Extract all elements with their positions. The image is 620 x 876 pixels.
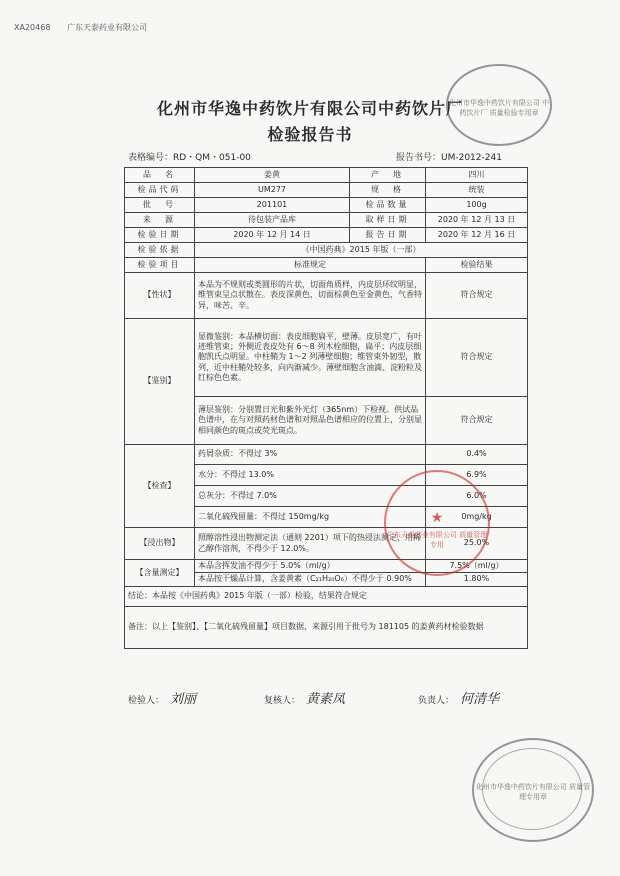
inspector-label: 检验人： xyxy=(128,696,165,706)
cell-label-source: 来 源 xyxy=(125,213,195,228)
cell-test-date: 2020 年 12 月 14 日 xyxy=(195,228,350,243)
cell-origin: 四川 xyxy=(426,168,528,183)
cell-label-qty: 检品数量 xyxy=(350,198,426,213)
standard-jianbie-micro: 显微鉴别：本品横切面：表皮细胞扁平，壁薄。皮层宽广，有叶迹维管束；外侧近表皮处有 6～8 列木栓细胞，扁平；内皮层细胞凯氏点明显。中柱鞘为 1～2 列薄壁细胞；维管束外韧型，散列，近中柱鞘处较多，向内渐减少。薄壁细胞含油滴、淀粉粒及红棕色色素。 xyxy=(195,319,426,397)
item-xingzhuang: 【性状】 xyxy=(125,273,195,319)
result-xingzhuang: 符合规定 xyxy=(426,273,528,319)
header-company: 广东天泰药业有限公司 xyxy=(66,23,147,32)
result-jianbie-micro: 符合规定 xyxy=(426,319,528,397)
standard-jinchu: 照醇溶性浸出物测定法（通则 2201）项下的热浸法测定，用稀乙醇作溶剂，不得少于 12.0%。 xyxy=(195,528,426,560)
quality-inspection-stamp xyxy=(446,64,552,146)
report-number: 报告书号：UM-2012-241 xyxy=(396,153,502,163)
cell-batch: 201101 xyxy=(195,198,350,213)
result-jiancha-impurity: 0.4% xyxy=(426,445,528,465)
stamp-red-text: 广东天泰药业有限公司 质量管理专用 xyxy=(386,531,488,549)
quality-management-stamp xyxy=(472,738,594,842)
remark: 备注：以上【鉴别】、【二氧化硫残留量】项目数据，来源引用于批号为 181105 的姜黄药材检验数据 xyxy=(125,606,528,648)
cell-label-origin: 产 地 xyxy=(350,168,426,183)
cell-basis: 《中国药典》2015 年版（一部） xyxy=(195,243,528,258)
result-hanliang-oil: 7.5%（ml/g） xyxy=(426,560,528,573)
standard-jiancha-so2: 二氧化硫残留量：不得过 150mg/kg xyxy=(195,507,426,528)
standard-jianbie-tlc: 薄层鉴别：分别置日光和紫外光灯（365nm）下检视。供试品色谱中，在与对照药材色谱和对照品色谱相应的位置上，分别显相同颜色的斑点或荧光斑点。 xyxy=(195,397,426,445)
result-jinchu: 25.0% xyxy=(426,528,528,560)
stamp-top-right-text: 化州市华逸中药饮片有限公司 中药饮片厂 质量检验专用章 xyxy=(448,99,550,117)
standard-jiancha-ash: 总灰分：不得过 7.0% xyxy=(195,486,426,507)
cell-label-product: 品 名 xyxy=(125,168,195,183)
manager-label: 负责人： xyxy=(418,696,455,706)
cell-product: 姜黄 xyxy=(195,168,350,183)
cell-label-sample-date: 取样日期 xyxy=(350,213,426,228)
cell-label-batch: 批 号 xyxy=(125,198,195,213)
column-header-standard: 标准规定 xyxy=(195,258,426,273)
item-jianbie: 【鉴别】 xyxy=(125,319,195,445)
document-code: XA20468 xyxy=(14,23,51,32)
result-jiancha-water: 6.9% xyxy=(426,465,528,486)
header-strip xyxy=(14,22,161,33)
result-hanliang-curcumin: 1.80% xyxy=(426,573,528,586)
column-header-item: 检验项目 xyxy=(125,258,195,273)
standard-hanliang-curcumin: 本品按干燥品计算，含姜黄素（C₂₁H₂₀O₆）不得少于 0.90% xyxy=(195,573,426,586)
cell-report-date: 2020 年 12 月 16 日 xyxy=(426,228,528,243)
cell-qty: 100g xyxy=(426,198,528,213)
standard-hanliang-oil: 本品含挥发油不得少于 5.0%（ml/g） xyxy=(195,560,426,573)
item-hanliang: 【含量测定】 xyxy=(125,560,195,587)
cell-sample-date: 2020 年 12 月 13 日 xyxy=(426,213,528,228)
conclusion: 结论：本品按《中国药典》2015 年版（一部）检验，结果符合规定 xyxy=(125,586,528,606)
cell-label-code: 检品代码 xyxy=(125,183,195,198)
page-subtitle: 检验报告书 xyxy=(267,125,353,144)
item-jiancha: 【检查】 xyxy=(125,445,195,528)
cell-spec: 统装 xyxy=(426,183,528,198)
cell-label-report-date: 报告日期 xyxy=(350,228,426,243)
standard-xingzhuang: 本品为不规则或类圆形的片状，切面角质样，内皮层环纹明显，维管束呈点状散在。表皮深黄色，切面棕黄色至金黄色，气香特异，味苦、辛。 xyxy=(195,273,426,319)
cell-label-spec: 规 格 xyxy=(350,183,426,198)
cell-label-test-date: 检验日期 xyxy=(125,228,195,243)
result-jiancha-so2: 0mg/kg xyxy=(426,507,528,528)
reviewer-label: 复核人： xyxy=(264,696,301,706)
signature-inspector xyxy=(128,688,196,707)
signature-reviewer xyxy=(264,688,345,707)
cell-label-basis: 检验依据 xyxy=(125,243,195,258)
stamp-bottom-right-text: 化州市华逸中药饮片有限公司 质量管理专用章 xyxy=(475,783,591,801)
result-jiancha-ash: 6.0% xyxy=(426,486,528,507)
form-number: 表格编号：RD・QM・051-00 xyxy=(128,153,251,163)
reviewer-signature: 黄素凤 xyxy=(306,692,346,707)
manager-signature: 何清华 xyxy=(460,692,500,707)
red-seal-star-icon: ★ xyxy=(430,510,444,526)
inspector-signature: 刘丽 xyxy=(170,692,197,707)
report-table xyxy=(124,167,528,649)
cell-source: 待包装产品库 xyxy=(195,213,350,228)
item-jinchu: 【浸出物】 xyxy=(125,528,195,560)
result-jianbie-tlc: 符合规定 xyxy=(426,397,528,445)
red-company-seal xyxy=(384,470,490,576)
page-title: 化州市华逸中药饮片有限公司中药饮片厂 xyxy=(156,99,463,118)
cell-code: UM277 xyxy=(195,183,350,198)
signature-manager xyxy=(418,688,499,707)
column-header-result: 检验结果 xyxy=(426,258,528,273)
standard-jiancha-water: 水分：不得过 13.0% xyxy=(195,465,426,486)
standard-jiancha-impurity: 药屑杂质：不得过 3% xyxy=(195,445,426,465)
